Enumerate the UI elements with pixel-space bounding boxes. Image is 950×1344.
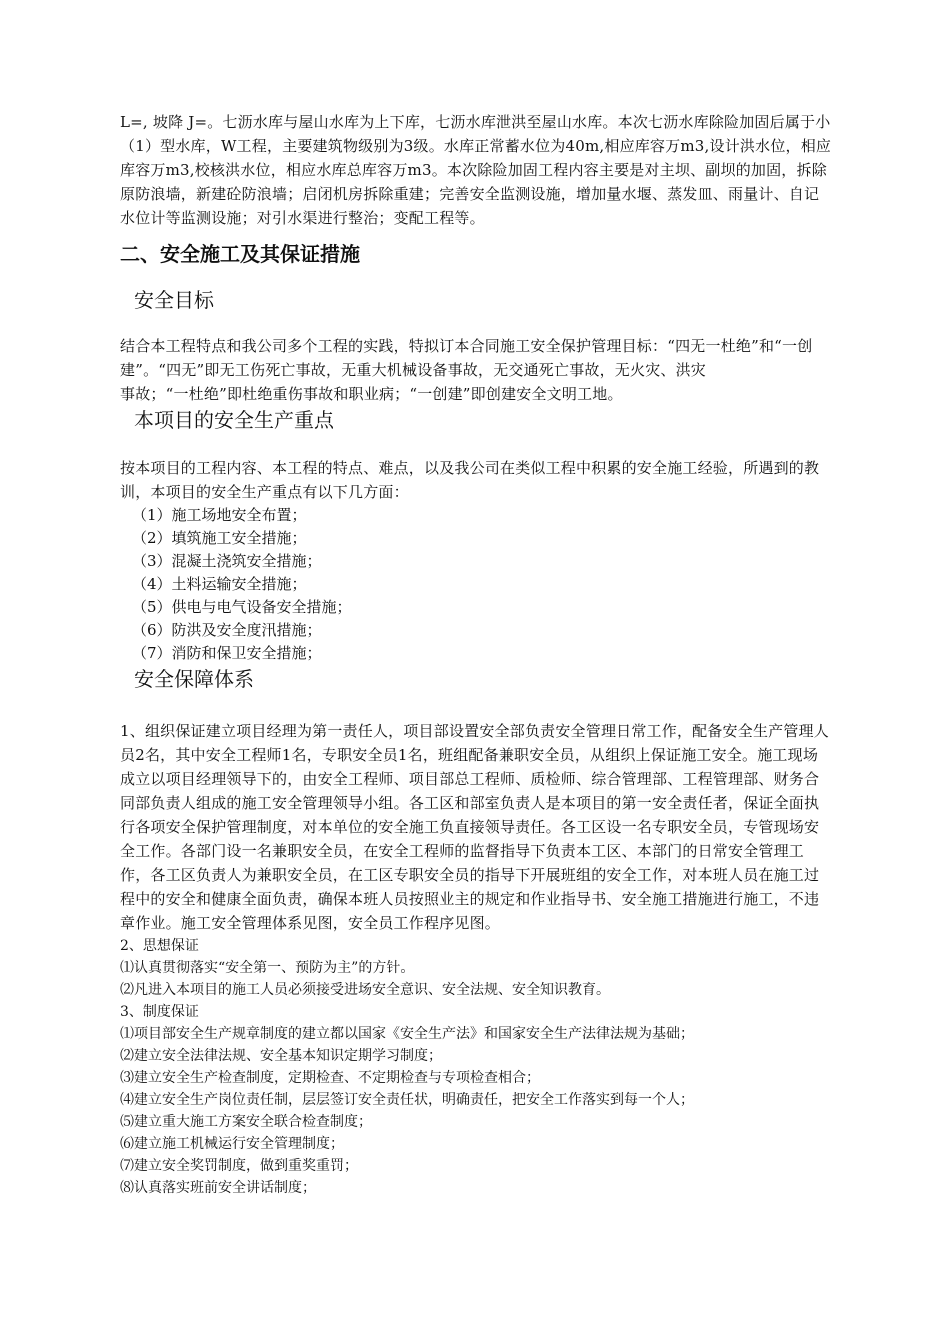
focus-list-item: （4）土料运输安全措施；: [132, 575, 307, 593]
system-item: ⑺建立安全奖罚制度，做到重奖重罚；: [120, 1158, 358, 1174]
intro-paragraph: L=, 坡降 J=。七沥水库与屋山水库为上下库，七沥水库泄洪至屋山水库。本次七沥水库除险加固后属于小（1）型水库，W工程，主要建筑物级别为3级。水库正常蓄水位为40m,相应库容万m3,设计洪水位，相应库容万m3,校核洪水位，相应水库总库容万m3。本次除险加固工程内容主要是对主坝、副坝的加固，拆除原防浪墙，新建砼防浪墙；启闭机房拆除重建；完善安全监测设施，增加量水堰、蒸发皿、雨量计、自记水位计等监测设施；对引水渠进行整治；变配工程等。: [120, 113, 832, 227]
focus-list-item: （5）供电与电气设备安全措施；: [132, 598, 352, 616]
system-item: ⑶建立安全生产检查制度，定期检查、不定期检查与专项检查相合；: [120, 1070, 540, 1086]
focus-list-item: （3）混凝土浇筑安全措施；: [132, 552, 322, 570]
organization-paragraph: 1、组织保证建立项目经理为第一责任人，项目部设置安全部负责安全管理日常工作，配备安全生产管理人员2名，其中安全工程师1名，专职安全员1名，班组配备兼职安全员，从组织上保证施工安全。施工现场成立以项目经理领导下的，由安全工程师、项目部总工程师、质检师、综合管理部、工程管理部、财务合同部负责人组成的施工安全管理领导小组。各工区和部室负责人是本项目的第一安全责任者，保证全面执行各项安全保护管理制度，对本单位的安全施工负直接领导责任。各工区设一名专职安全员，专管现场安全工作。各部门设一名兼职安全员，在安全工程师的监督指导下负责本工区、本部门的日常安全管理工作，各工区负责人为兼职安全员，在工区专职安全员的指导下开展班组的安全工作，对本班人员在施工过程中的安全和健康全面负责，确保本班人员按照业主的规定和作业指导书、安全施工措施进行施工，不违章作业。施工安全管理体系见图，安全员工作程序见图。: [120, 722, 829, 932]
focus-paragraph: 按本项目的工程内容、本工程的特点、难点，以及我公司在类似工程中积累的安全施工经验，所遇到的教训，本项目的安全生产重点有以下几方面：: [120, 459, 820, 501]
system-item: ⑵建立安全法律法规、安全基本知识定期学习制度；: [120, 1048, 442, 1064]
section-title: 二、安全施工及其保证措施: [120, 242, 360, 266]
system-item: ⑷建立安全生产岗位责任制，层层签订安全责任状，明确责任，把安全工作落实到每一个人；: [120, 1092, 694, 1108]
document-page: [120, 110, 832, 1199]
focus-heading: 本项目的安全生产重点: [134, 408, 334, 432]
system-guarantee-title: 3、制度保证: [120, 1004, 199, 1020]
system-item: ⑴项目部安全生产规章制度的建立都以国家《安全生产法》和国家安全生产法律法规为基础；: [120, 1026, 694, 1042]
focus-list-item: （1）施工场地安全布置；: [132, 506, 307, 524]
thought-item: ⑵凡进入本项目的施工人员必须接受进场安全意识、安全法规、安全知识教育。: [120, 982, 610, 998]
system-heading: 安全保障体系: [134, 667, 254, 691]
focus-list-item: （2）填筑施工安全措施；: [132, 529, 307, 547]
thought-item: ⑴认真贯彻落实“安全第一、预防为主”的方针。: [120, 960, 415, 976]
goal-paragraph-cont: 事故；“一杜绝”即杜绝重伤事故和职业病；“一创建”即创建安全文明工地。: [120, 385, 623, 403]
focus-list-item: （6）防洪及安全度汛措施；: [132, 621, 322, 639]
focus-list-item: （7）消防和保卫安全措施；: [132, 644, 322, 662]
thought-guarantee-title: 2、思想保证: [120, 938, 199, 954]
system-item: ⑹建立施工机械运行安全管理制度；: [120, 1136, 344, 1152]
system-item: ⑸建立重大施工方案安全联合检查制度；: [120, 1114, 372, 1130]
goal-paragraph: 结合本工程特点和我公司多个工程的实践，特拟订本合同施工安全保护管理目标：“四无一杜绝”和“一创建”。“四无”即无工伤死亡事故，无重大机械设备事故，无交通死亡事故，无火灾、洪灾: [120, 337, 813, 379]
system-item: ⑻认真落实班前安全讲话制度；: [120, 1180, 316, 1196]
goal-heading: 安全目标: [134, 288, 214, 312]
